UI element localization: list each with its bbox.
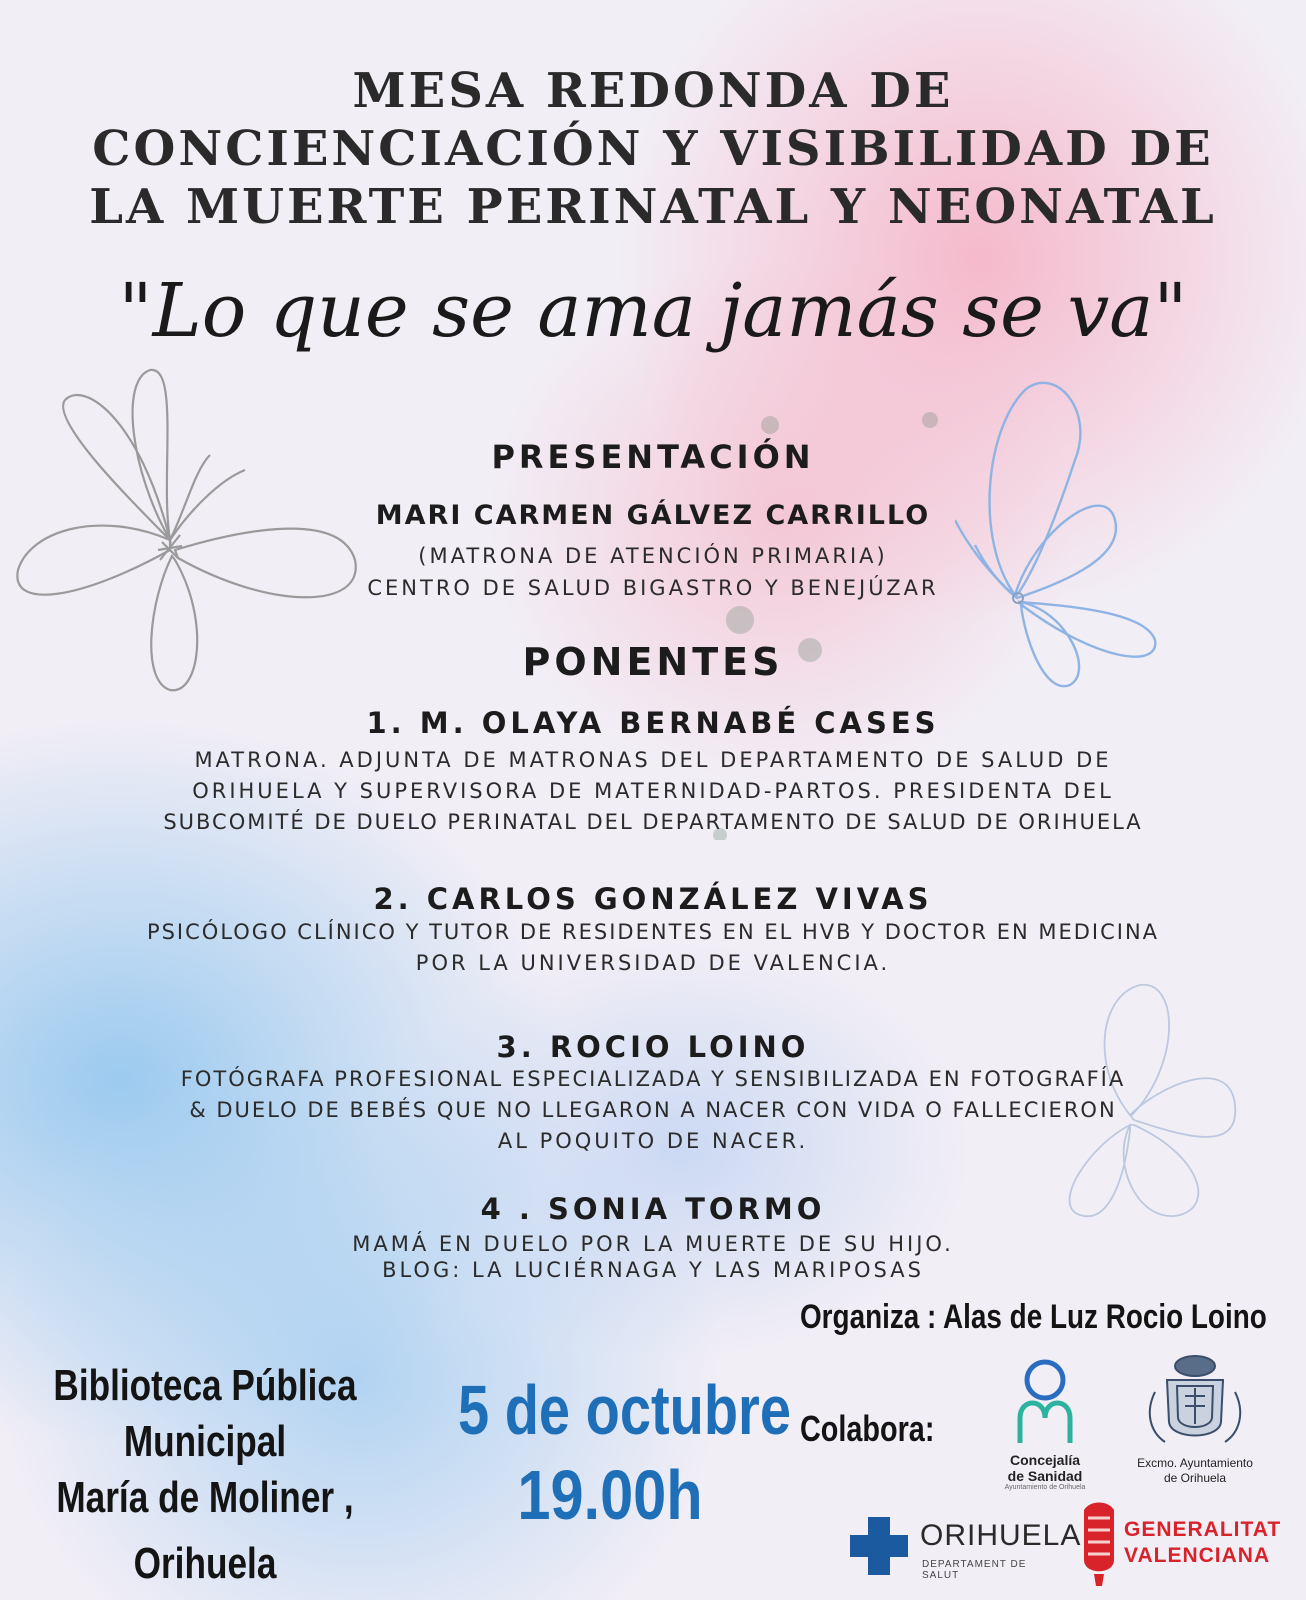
title-line-3: LA MUERTE PERINATAL Y NEONATAL bbox=[89, 179, 1217, 235]
event-time: 19.00h bbox=[517, 1456, 703, 1534]
title-line-1: MESA REDONDA DE bbox=[352, 63, 954, 119]
speaker-3-line-1: FOTÓGRAFA PROFESIONAL ESPECIALIZADA Y SENSIBILIZADA EN FOTOGRAFÍA bbox=[180, 1067, 1126, 1091]
venue bbox=[0, 1358, 410, 1592]
speaker-2-name: 2. CARLOS GONZÁLEZ VIVAS bbox=[373, 882, 933, 916]
generalitat-line-2: VALENCIANA bbox=[1124, 1544, 1271, 1567]
presenter-place: CENTRO DE SALUD BIGASTRO Y BENEJÚZAR bbox=[367, 576, 939, 600]
speaker-3-line-3: AL POQUITO DE NACER. bbox=[497, 1129, 809, 1153]
speaker-2-line-1: PSICÓLOGO CLÍNICO Y TUTOR DE RESIDENTES EN EL HVB Y DOCTOR EN MEDICINA bbox=[146, 920, 1160, 944]
presentacion-heading: PRESENTACIÓN bbox=[491, 438, 815, 476]
speaker-3-name: 3. ROCIO LOINO bbox=[496, 1030, 810, 1064]
event-title bbox=[0, 62, 1306, 236]
venue-line-3: María de Moliner , bbox=[56, 1473, 354, 1522]
speaker-4-line-2: BLOG: LA LUCIÉRNAGA Y LAS MARIPOSAS bbox=[382, 1258, 924, 1282]
venue-line-4: Orihuela bbox=[133, 1539, 277, 1588]
venue-line-1: Biblioteca Pública bbox=[53, 1361, 357, 1410]
speaker-4-line-1: MAMÁ EN DUELO POR LA MUERTE DE SU HIJO. bbox=[352, 1232, 954, 1256]
medical-cross-icon bbox=[848, 1515, 910, 1577]
ayuntamiento-line-1: Excmo. Ayuntamiento bbox=[1137, 1456, 1253, 1470]
orihuela-salut-logo bbox=[848, 1515, 1082, 1581]
generalitat-emblem-icon bbox=[1080, 1500, 1118, 1588]
colabora-label: Colabora: bbox=[800, 1408, 935, 1449]
ayuntamiento-line-2: de Orihuela bbox=[1163, 1471, 1227, 1485]
slogan: "Lo que se ama jamás se va" bbox=[118, 268, 1188, 354]
organiza-label: Organiza : Alas de Luz Rocio Loino bbox=[800, 1298, 1267, 1336]
orihuela-main: ORIHUELA bbox=[920, 1519, 1082, 1552]
presenter-role: (MATRONA DE ATENCIÓN PRIMARIA) bbox=[418, 544, 888, 568]
ponentes-heading: PONENTES bbox=[522, 640, 784, 684]
presenter-name: MARI CARMEN GÁLVEZ CARRILLO bbox=[375, 500, 931, 531]
concejalia-logo bbox=[965, 1358, 1125, 1491]
concejalia-line-1: Concejalía bbox=[1009, 1452, 1081, 1468]
title-line-2: CONCIENCIACIÓN Y VISIBILIDAD DE bbox=[92, 121, 1214, 177]
orihuela-sub: DEPARTAMENT DE SALUT bbox=[922, 1559, 1027, 1581]
speaker-1-line-2: ORIHUELA Y SUPERVISORA DE MATERNIDAD-PARTOS. PRESIDENTA DEL bbox=[192, 779, 1114, 803]
speaker-1-line-1: MATRONA. ADJUNTA DE MATRONAS DEL DEPARTAMENTO DE SALUD DE bbox=[194, 748, 1112, 772]
concejalia-line-2: de Sanidad bbox=[1007, 1468, 1083, 1484]
concejalia-small: Ayuntamiento de Orihuela bbox=[1004, 1484, 1086, 1491]
event-date: 5 de octubre bbox=[458, 1371, 791, 1449]
generalitat-line-1: GENERALITAT bbox=[1124, 1518, 1282, 1541]
speaker-2-line-2: POR LA UNIVERSIDAD DE VALENCIA. bbox=[415, 951, 891, 975]
speaker-1-name: 1. M. OLAYA BERNABÉ CASES bbox=[366, 706, 940, 740]
speaker-3-line-2: & DUELO DE BEBÉS QUE NO LLEGARON A NACER CON VIDA O FALLECIERON bbox=[189, 1098, 1117, 1122]
coat-of-arms-icon bbox=[1115, 1352, 1275, 1452]
generalitat-logo bbox=[1080, 1500, 1280, 1590]
speaker-1-line-3: SUBCOMITÉ DE DUELO PERINATAL DEL DEPARTAMENTO DE SALUD DE ORIHUELA bbox=[163, 810, 1143, 834]
concejalia-symbol-icon bbox=[965, 1358, 1125, 1448]
speaker-4-name: 4 . SONIA TORMO bbox=[480, 1192, 826, 1226]
venue-line-2: Municipal bbox=[123, 1417, 287, 1466]
ayuntamiento-logo bbox=[1115, 1352, 1275, 1486]
